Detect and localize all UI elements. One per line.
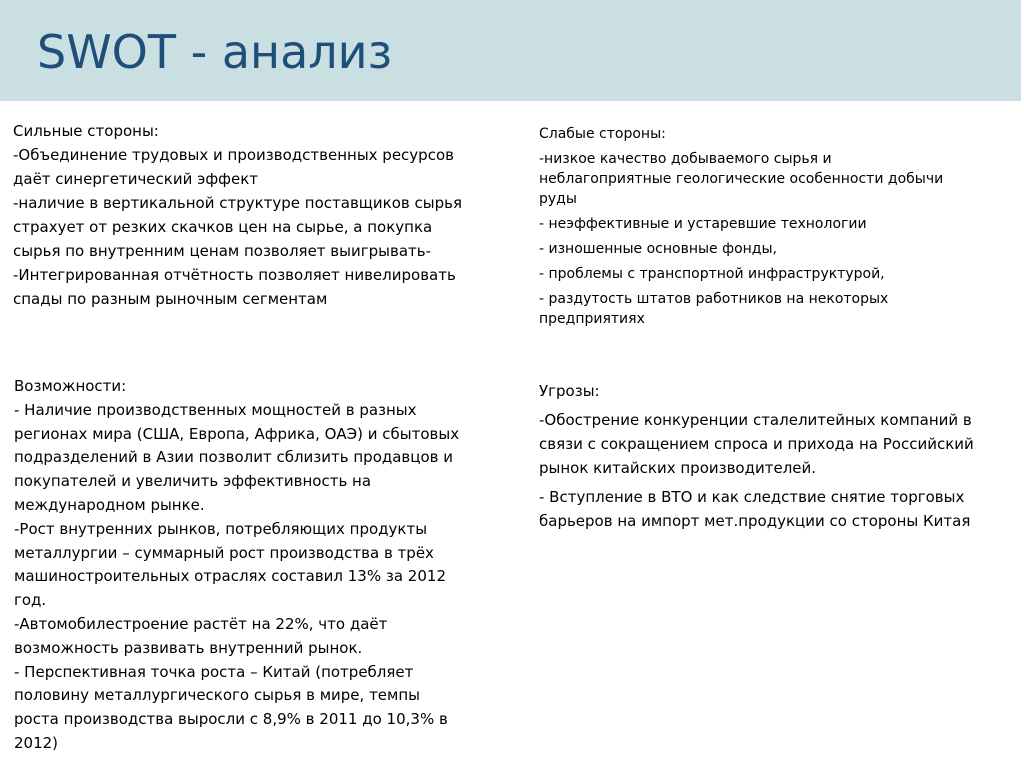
strengths-line: даёт синергетический эффект bbox=[13, 170, 259, 188]
opportunities-line: - Перспективная точка роста – Китай (потребляет bbox=[14, 662, 414, 681]
strengths-line: сырья по внутренним ценам позволяет выигрывать- bbox=[13, 242, 432, 260]
weakness-line: неблагоприятные геологические особенности добычи bbox=[539, 171, 944, 187]
opportunities-line: покупателей и увеличить эффективность на bbox=[14, 472, 372, 491]
weakness-line: -низкое качество добываемого сырья и bbox=[539, 151, 832, 167]
threat-item bbox=[539, 408, 1009, 480]
strengths-line: -Объединение трудовых и производственных ресурсов bbox=[13, 146, 454, 164]
weakness-line: - неэффективные и устаревшие технологии bbox=[539, 216, 867, 232]
threat-line: барьеров на импорт мет.продукции со стороны Китая bbox=[539, 512, 971, 530]
weakness-line: предприятиях bbox=[539, 311, 645, 327]
weakness-item bbox=[539, 214, 1009, 234]
opportunities-line: -Автомобилестроение растёт на 22%, что даёт bbox=[14, 614, 388, 633]
opportunities-line: -Рост внутренних рынков, потребляющих продукты bbox=[14, 519, 428, 538]
opportunities-line: роста производства выросли с 8,9% в 2011 до 10,3% в bbox=[14, 710, 448, 729]
weakness-item bbox=[539, 239, 1009, 259]
threat-line: - Вступление в ВТО и как следствие снятие торговых bbox=[539, 488, 965, 506]
weaknesses-heading: Слабые стороны: bbox=[539, 126, 666, 142]
opportunities-line: возможность развивать внутренний рынок. bbox=[14, 638, 363, 657]
strengths-line: -наличие в вертикальной структуре поставщиков сырья bbox=[13, 194, 462, 212]
weakness-line: - изношенные основные фонды, bbox=[539, 241, 777, 257]
threat-line: рынок китайских производителей. bbox=[539, 459, 817, 477]
strengths-section bbox=[13, 119, 503, 311]
threat-item bbox=[539, 485, 1009, 533]
opportunities-line: машиностроительных отраслях составил 13% за 2012 bbox=[14, 567, 446, 586]
strengths-line: страхует от резких скачков цен на сырье, а покупка bbox=[13, 218, 433, 236]
opportunities-line: подразделений в Азии позволит сблизить продавцов и bbox=[14, 448, 454, 467]
threat-line: -Обострение конкуренции сталелитейных компаний в bbox=[539, 411, 972, 429]
opportunities-line: год. bbox=[14, 591, 47, 610]
opportunities-line: 2012) bbox=[14, 733, 59, 752]
weaknesses-section bbox=[539, 124, 1009, 334]
title-bar bbox=[0, 0, 1021, 101]
strengths-line: -Интегрированная отчётность позволяет нивелировать bbox=[13, 266, 456, 284]
opportunities-heading: Возможности: bbox=[14, 377, 127, 395]
slide-title: SWOT - анализ bbox=[37, 25, 393, 79]
opportunities-line: - Наличие производственных мощностей в разных bbox=[14, 400, 417, 419]
threats-section bbox=[539, 379, 1009, 538]
threat-line: связи с сокращением спроса и прихода на Российский bbox=[539, 435, 974, 453]
weakness-item bbox=[539, 264, 1009, 284]
weakness-line: - раздутость штатов работников на некоторых bbox=[539, 291, 889, 307]
opportunities-line: металлургии – суммарный рост производства в трёх bbox=[14, 543, 434, 562]
weakness-item bbox=[539, 149, 1009, 209]
opportunities-line: международном рынке. bbox=[14, 495, 205, 514]
opportunities-line: половину металлургического сырья в мире, темпы bbox=[14, 686, 421, 705]
weakness-line: - проблемы с транспортной инфраструктурой, bbox=[539, 266, 885, 282]
weakness-line: руды bbox=[539, 191, 577, 207]
opportunities-line: регионах мира (США, Европа, Африка, ОАЭ) и сбытовых bbox=[14, 424, 460, 443]
opportunities-section bbox=[14, 375, 504, 756]
strengths-heading: Сильные стороны: bbox=[13, 122, 159, 140]
threats-heading: Угрозы: bbox=[539, 382, 600, 400]
strengths-line: спады по разным рыночным сегментам bbox=[13, 290, 328, 308]
weakness-item bbox=[539, 289, 1009, 329]
